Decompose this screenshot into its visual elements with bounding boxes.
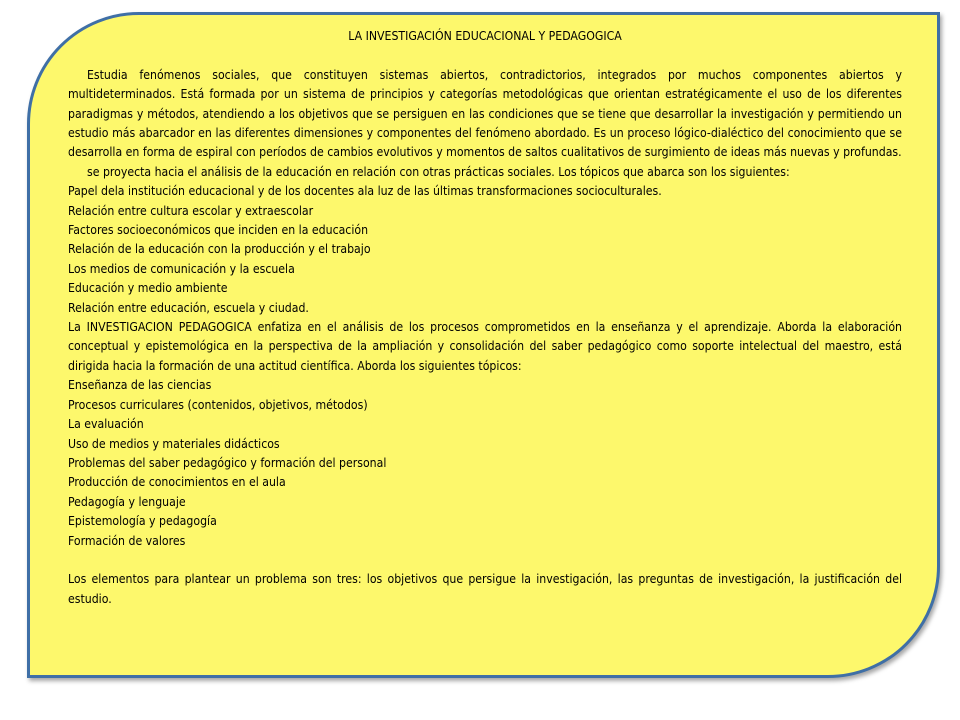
blank-line (68, 551, 902, 570)
list-item: Factores socioeconómicos que inciden en la educación (68, 223, 369, 238)
educational-topics-list (68, 182, 902, 318)
list-item: Producción de conocimientos en el aula (68, 475, 286, 490)
list-item: Problemas del saber pedagógico y formación del personal (68, 455, 387, 470)
list-item: Pedagogía y lenguaje (68, 494, 186, 509)
list-item: Relación de la educación con la producción y el trabajo (68, 242, 371, 257)
pedagogical-topics-list (68, 376, 902, 551)
document-body (68, 27, 902, 609)
list-item: Formación de valores (68, 533, 186, 548)
list-item: Relación entre cultura escolar y extraescolar (68, 203, 314, 218)
list-item: Los medios de comunicación y la escuela (68, 261, 295, 276)
document-title: LA INVESTIGACIÓN EDUCACIONAL Y PEDAGOGICA (348, 29, 622, 43)
list-item: Educación y medio ambiente (68, 281, 228, 296)
pedagogical-paragraph: La INVESTIGACION PEDAGOGICA enfatiza en el análisis de los procesos comprometidos en la enseñanza y el aprendizaje. Aborda la elaboración conceptual y epistemológica en la perspectiva de la ampliación y consolidación del saber pedagógico como soporte intelectual del maestro, está dirigida hacia la formación de una actitud científica. Aborda los siguientes tópicos: (68, 320, 902, 373)
closing-paragraph: Los elementos para plantear un problema son tres: los objetivos que persigue la investigación, las preguntas de investigación, la justificación del estudio. (68, 572, 902, 606)
intro-paragraph: Estudia fenómenos sociales, que constituyen sistemas abiertos, contradictorios, integrados por muchos componentes abiertos y multideterminados. Está formada por un sistema de principios y categorías metodológicas que orientan estratégicamente el uso de los diferentes paradigmas y métodos, atendiendo a los objetivos que se persiguen en las condiciones que se tiene que desarrollar la investigación y permitiendo un estudio más abarcador en las diferentes dimensiones y componentes del fenómeno abordado. Es un proceso lógico-dialéctico del conocimiento que se desarrolla en forma de espiral con períodos de cambios evolutivos y momentos de saltos cualitativos de surgimiento de ideas más nuevas y profundas. (68, 67, 902, 160)
list-item: Procesos curriculares (contenidos, objetivos, métodos) (68, 397, 368, 412)
list-item: Enseñanza de las ciencias (68, 378, 212, 393)
projection-paragraph: se proyecta hacia el análisis de la educación en relación con otras prácticas sociales. Los tópicos que abarca son los siguientes: (87, 164, 790, 179)
blank-line (68, 46, 902, 65)
list-item: La evaluación (68, 417, 144, 432)
list-item: Uso de medios y materiales didácticos (68, 436, 280, 451)
list-item: Papel dela institución educacional y de los docentes ala luz de las últimas transformaciones socioculturales. (68, 184, 662, 199)
list-item: Epistemología y pedagogía (68, 514, 217, 529)
list-item: Relación entre educación, escuela y ciudad. (68, 300, 309, 315)
